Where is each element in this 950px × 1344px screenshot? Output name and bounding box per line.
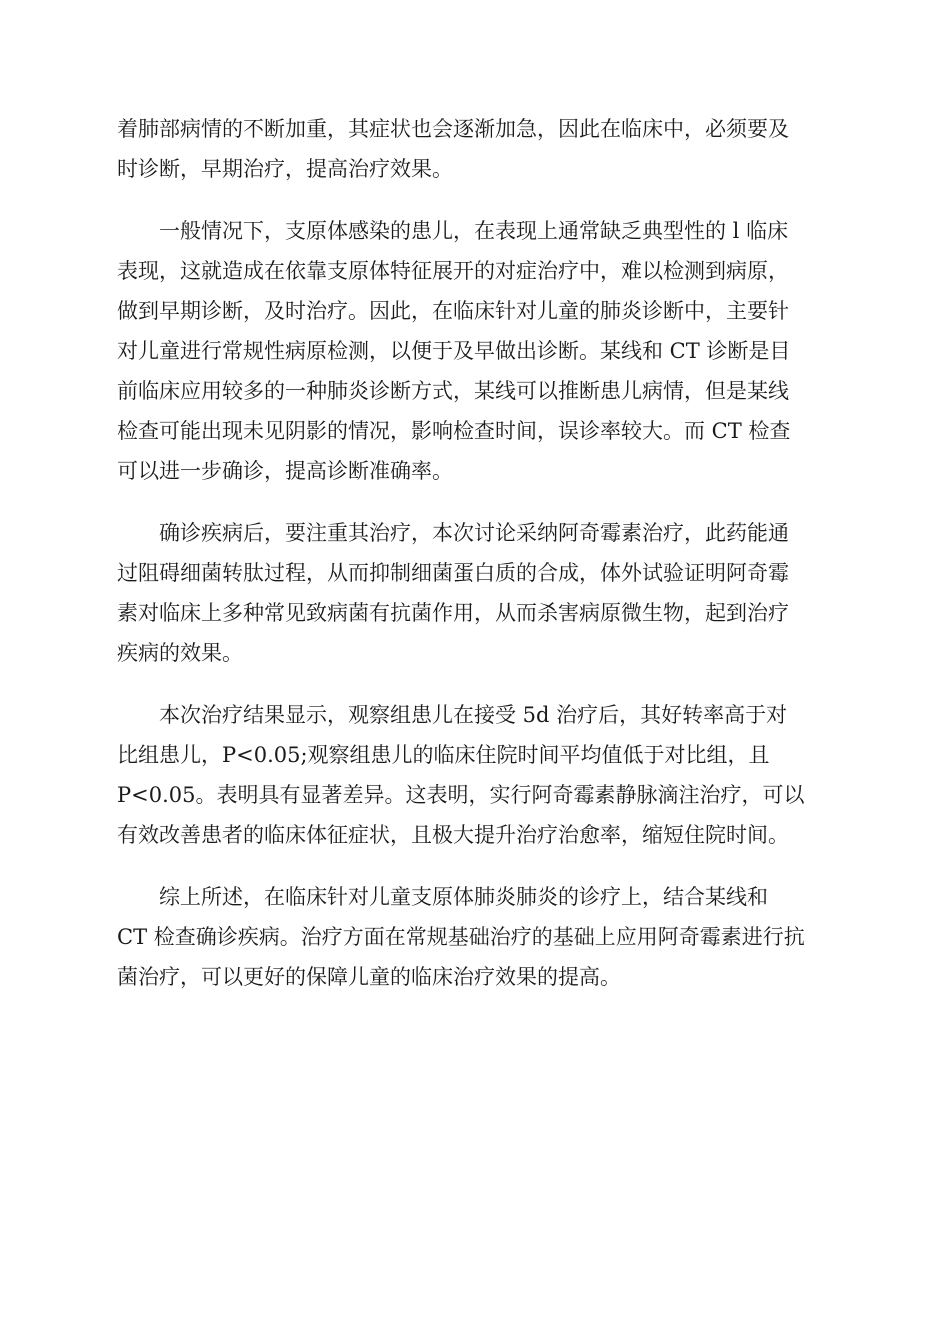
text-line: 检查可能出现未见阴影的情况，影响检查时间，误诊率较大。而 CT 检查 <box>117 419 791 443</box>
text-line: 有效改善患者的临床体征症状，且极大提升治疗治愈率，缩短住院时间。 <box>117 823 789 847</box>
text-line: 菌治疗，可以更好的保障儿童的临床治疗效果的提高。 <box>117 965 621 989</box>
text-line: 本次治疗结果显示，观察组患儿在接受 5d 治疗后，其好转率高于对 <box>159 703 788 727</box>
text-line: 做到早期诊断，及时治疗。因此，在临床针对儿童的肺炎诊断中，主要针 <box>117 299 789 323</box>
text-line: 对儿童进行常规性病原检测，以便于及早做出诊断。某线和 CT 诊断是目 <box>117 339 791 363</box>
text-line: 着肺部病情的不断加重，其症状也会逐渐加急，因此在临床中，必须要及 <box>117 117 789 141</box>
text-line: 过阻碍细菌转肽过程，从而抑制细菌蛋白质的合成，体外试验证明阿奇霉 <box>117 561 789 585</box>
text-line: 比组患儿，P<0.05;观察组患儿的临床住院时间平均值低于对比组，且 <box>117 743 770 767</box>
text-line: 综上所述，在临床针对儿童支原体肺炎肺炎的诊疗上，结合某线和 <box>159 885 768 909</box>
paragraph-3 <box>117 513 833 673</box>
text-line: P<0.05。表明具有显著差异。这表明，实行阿奇霉素静脉滴注治疗，可以 <box>117 783 805 807</box>
paragraph-1 <box>117 109 833 189</box>
text-line: 时诊断，早期治疗，提高治疗效果。 <box>117 157 453 181</box>
paragraph-5 <box>117 877 833 997</box>
paragraph-4 <box>117 695 833 855</box>
paragraph-2 <box>117 211 833 491</box>
text-line: 可以进一步确诊，提高诊断准确率。 <box>117 459 453 483</box>
text-line: 疾病的效果。 <box>117 641 243 665</box>
text-line: 确诊疾病后，要注重其治疗，本次讨论采纳阿奇霉素治疗，此药能通 <box>159 521 789 545</box>
text-line: 前临床应用较多的一种肺炎诊断方式，某线可以推断患儿病情，但是某线 <box>117 379 789 403</box>
text-line: 一般情况下，支原体感染的患儿，在表现上通常缺乏典型性的 l 临床 <box>159 219 789 243</box>
text-line: 表现，这就造成在依靠支原体特征展开的对症治疗中，难以检测到病原， <box>117 259 789 283</box>
document-body <box>117 109 833 1019</box>
text-line: CT 检查确诊疾病。治疗方面在常规基础治疗的基础上应用阿奇霉素进行抗 <box>117 925 805 949</box>
text-line: 素对临床上多种常见致病菌有抗菌作用，从而杀害病原微生物，起到治疗 <box>117 601 789 625</box>
